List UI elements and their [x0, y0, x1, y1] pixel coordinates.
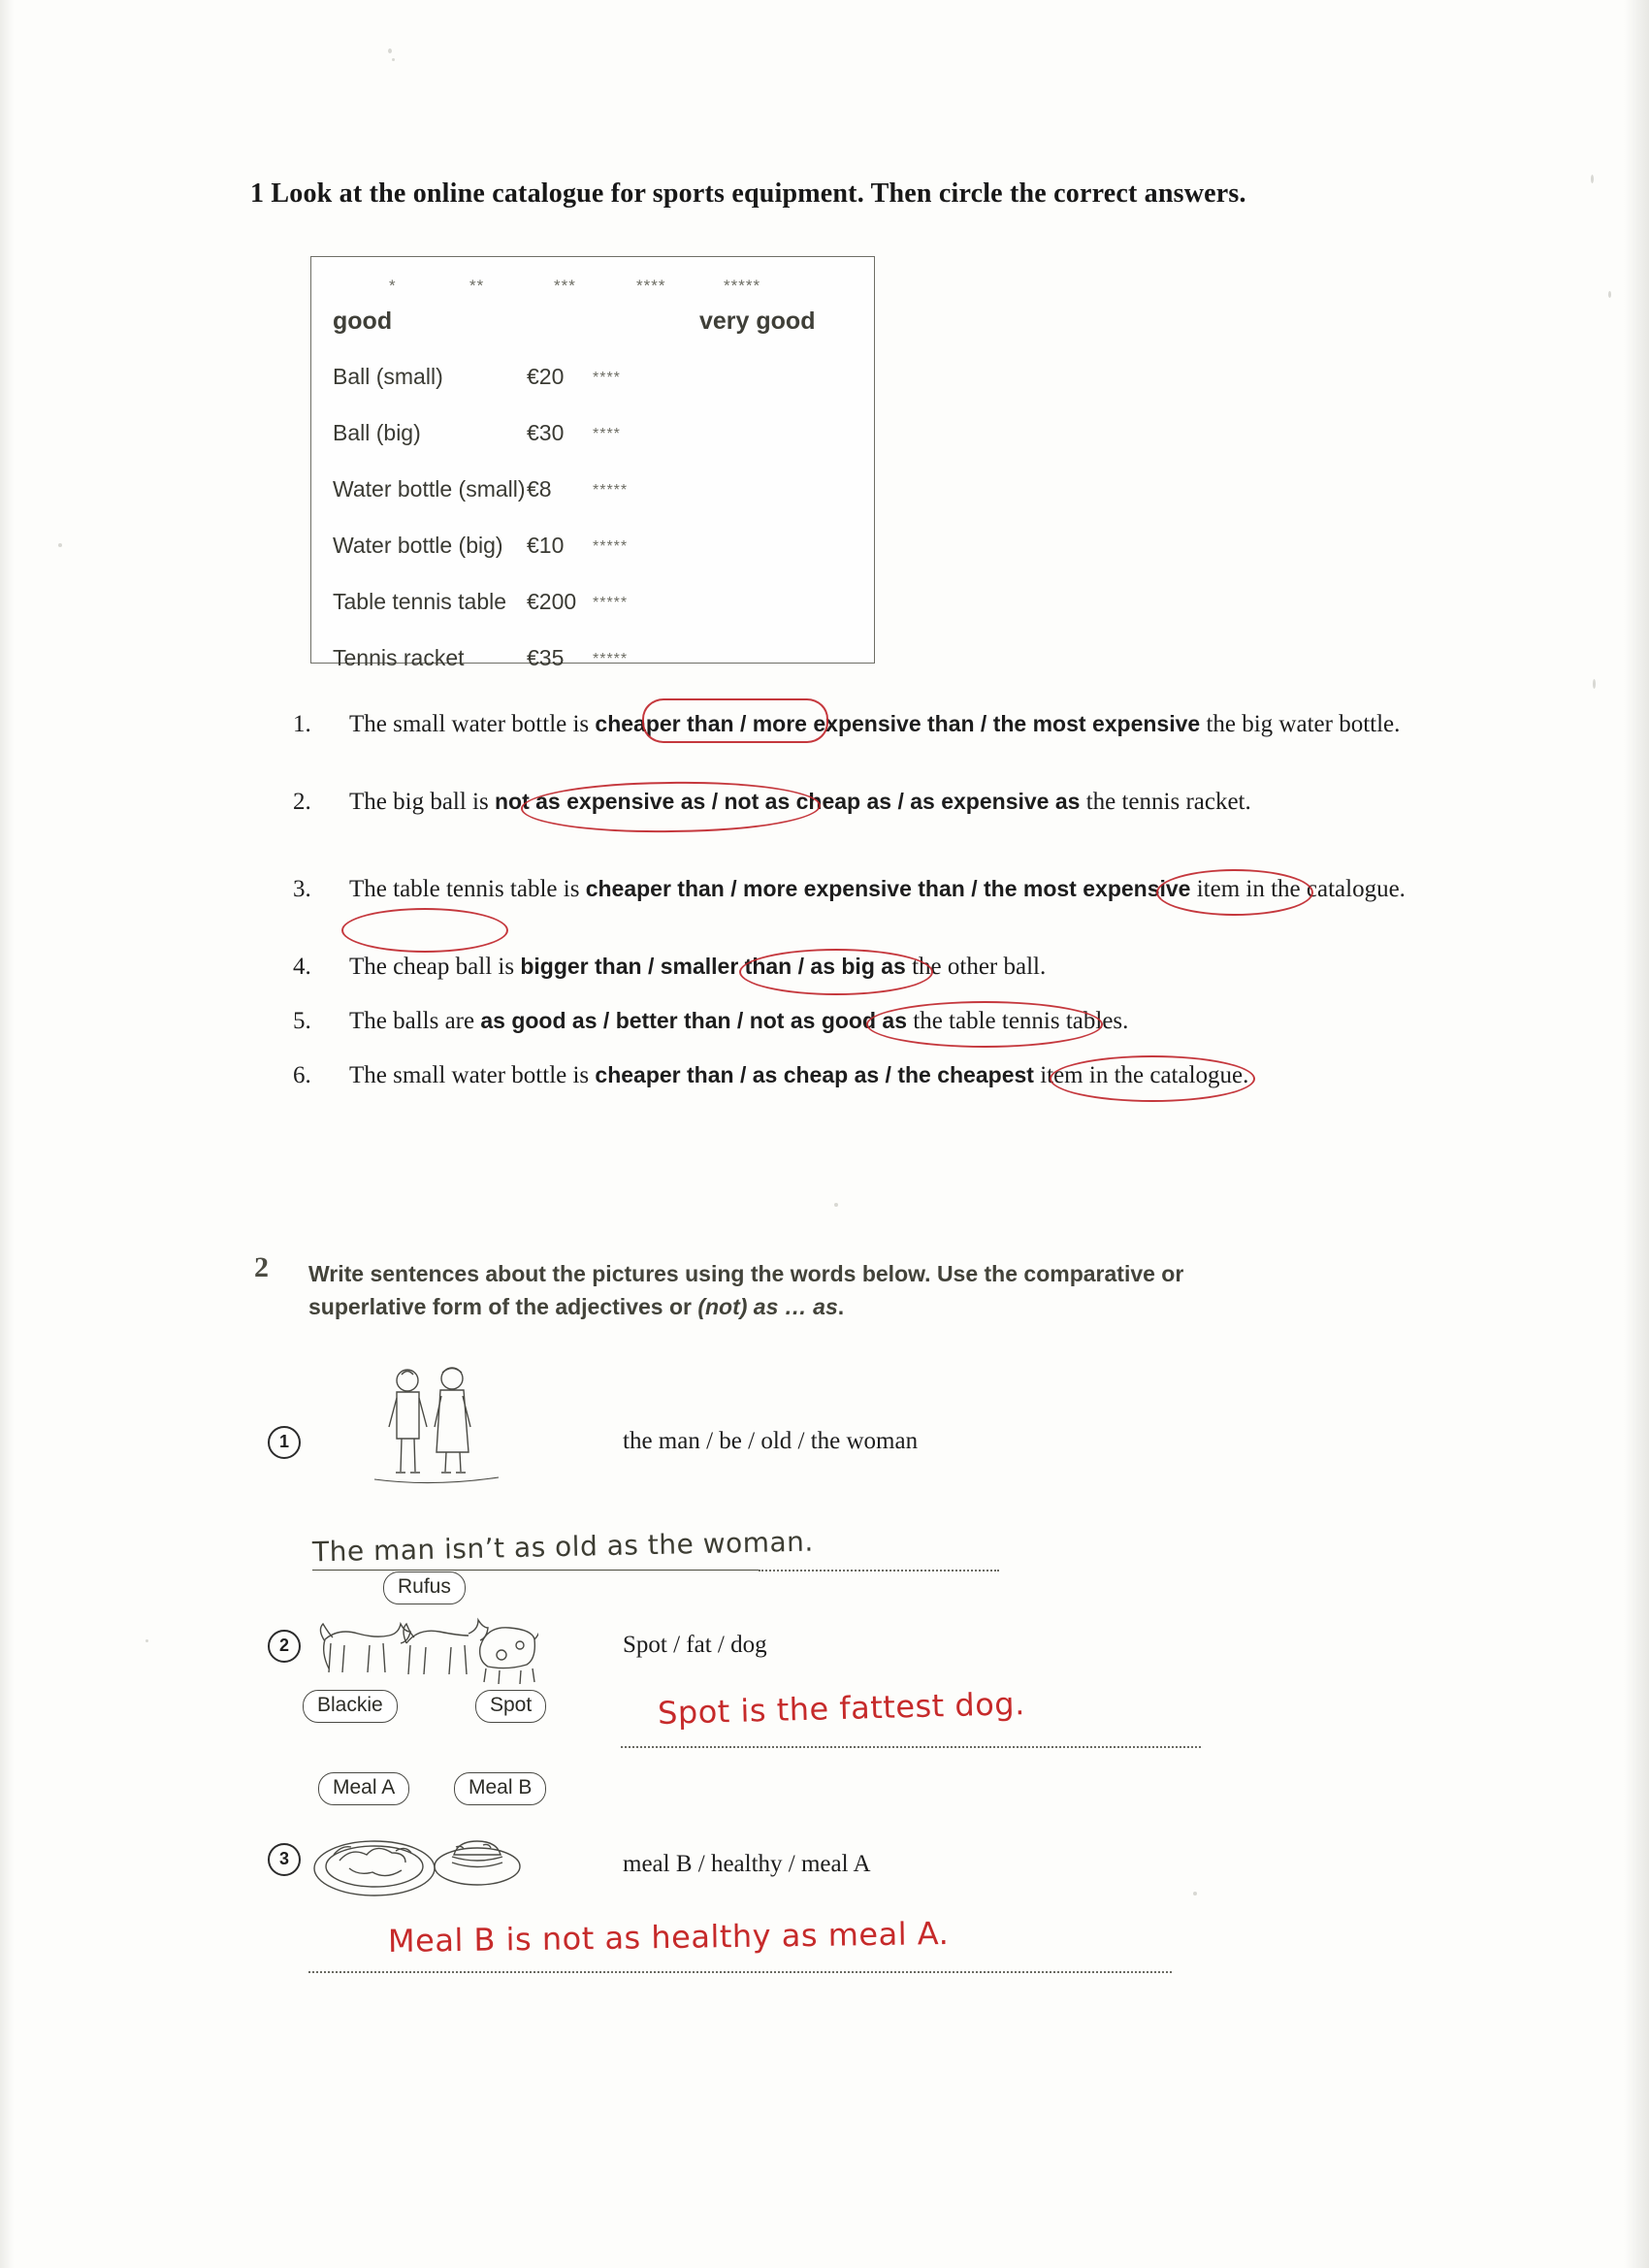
item-number-1: 1	[268, 1426, 301, 1459]
question-item: 2. The big ball is not as expensive as / not as cheap as / as expensive as the tennis racket.	[349, 784, 1455, 820]
catalogue-item-rating: *****	[593, 595, 629, 611]
answer-dotted-line-3[interactable]	[308, 1971, 1172, 1973]
question-option[interactable]: as good as	[480, 1008, 598, 1033]
label-blackie: Blackie	[303, 1690, 398, 1723]
rating-scale-row	[311, 276, 874, 300]
question-tail: the other ball.	[912, 954, 1047, 980]
catalogue-row	[311, 364, 874, 403]
label-meal-a: Meal A	[318, 1772, 409, 1805]
answer-underline-1	[312, 1570, 759, 1571]
handwritten-answer-2: Spot is the fattest dog.	[657, 1685, 1026, 1732]
question-number: 2.	[293, 789, 311, 815]
question-option[interactable]: as big as	[810, 954, 906, 979]
question-option[interactable]: the most expensive	[992, 711, 1201, 736]
catalogue-item-price: €35	[527, 645, 565, 670]
question-tail: the table tennis tables.	[913, 1008, 1129, 1034]
question-number: 4.	[293, 954, 311, 980]
catalogue-item-rating: ****	[593, 426, 621, 442]
item-number-3: 3	[268, 1843, 301, 1876]
question-option[interactable]: as cheap as	[752, 1062, 880, 1087]
rating-scale-5: *****	[724, 276, 761, 295]
question-option[interactable]: not as expensive as	[494, 789, 706, 814]
question-item: 3. The table tennis table is cheaper than / more expensive than / the most expensive item in the catalogue.	[349, 871, 1455, 907]
catalogue-row	[311, 476, 874, 515]
question-tail: item in the catalogue.	[1040, 1062, 1249, 1088]
scan-speck	[58, 543, 62, 547]
question-item: 4. The cheap ball is bigger than / smaller than / as big as the other ball.	[349, 949, 1455, 985]
exercise-2-instruction-italic: (not) as … as	[697, 1294, 838, 1319]
question-option[interactable]: the cheapest	[897, 1062, 1034, 1087]
scan-speck	[146, 1639, 148, 1642]
scan-speck	[392, 58, 395, 61]
question-option[interactable]: as expensive as	[910, 789, 1081, 814]
question-lead: The balls are	[349, 1008, 475, 1034]
question-option[interactable]: cheaper than	[585, 876, 725, 901]
answer-dotted-line-2[interactable]	[621, 1746, 1201, 1748]
scan-speck	[834, 1203, 838, 1207]
question-number: 3.	[293, 876, 311, 902]
handwritten-answer-1: The man isn’t as old as the woman.	[311, 1525, 815, 1569]
rating-scale-1: *	[389, 276, 397, 295]
scan-speck	[1591, 175, 1594, 183]
catalogue-item-price: €10	[527, 533, 565, 558]
scan-speck	[388, 49, 392, 53]
catalogue-item-rating: ****	[593, 370, 621, 386]
question-option[interactable]: better than	[615, 1008, 731, 1033]
answer-dotted-line-1[interactable]	[759, 1570, 999, 1571]
catalogue-box	[310, 256, 875, 670]
question-lead: The big ball is	[349, 789, 489, 815]
exercise-1-instruction: Look at the online catalogue for sports equipment. Then circle the correct answers.	[271, 178, 1246, 209]
scan-edge-left	[0, 0, 14, 2268]
exercise-2-heading	[308, 1257, 1240, 1323]
question-option[interactable]: more expensive than	[752, 711, 975, 736]
catalogue-item-name: Water bottle (small)	[333, 476, 526, 502]
prompt-text-1: the man / be / old / the woman	[623, 1428, 919, 1454]
rating-scale-2: **	[469, 276, 485, 295]
question-number: 1.	[293, 711, 311, 737]
question-number: 6.	[293, 1062, 311, 1088]
drawing-man-and-woman	[359, 1363, 514, 1489]
question-item: 6. The small water bottle is cheaper than / as cheap as / the cheapest item in the catalogue.	[349, 1057, 1455, 1093]
catalogue-row	[311, 420, 874, 459]
question-option[interactable]: cheaper than	[595, 1062, 734, 1087]
question-lead: The cheap ball is	[349, 954, 515, 980]
catalogue-row	[311, 645, 874, 684]
catalogue-label-very-good: very good	[699, 308, 816, 335]
catalogue-item-price: €8	[527, 476, 552, 502]
catalogue-item-rating: *****	[593, 538, 629, 555]
question-number: 5.	[293, 1008, 311, 1034]
question-item: 1. The small water bottle is cheaper than / more expensive than / the most expensive the big water bottle.	[349, 706, 1455, 742]
rating-scale-3: ***	[554, 276, 576, 295]
drawing-two-meals	[310, 1812, 524, 1909]
question-item: 5. The balls are as good as / better than / not as good as the table tennis tables.	[349, 1003, 1455, 1039]
catalogue-item-price: €20	[527, 364, 565, 389]
question-tail: the tennis racket.	[1085, 789, 1251, 815]
catalogue-item-name: Water bottle (big)	[333, 533, 503, 558]
exercise-1-number: 1	[250, 178, 265, 209]
red-circle-answer	[341, 908, 508, 953]
item-number-2: 2	[268, 1630, 301, 1663]
rating-scale-4: ****	[636, 276, 666, 295]
catalogue-item-name: Ball (big)	[333, 420, 421, 445]
catalogue-item-name: Tennis racket	[333, 645, 465, 670]
question-lead: The small water bottle is	[349, 711, 590, 737]
catalogue-row	[311, 533, 874, 571]
exercise-2-number: 2	[254, 1251, 269, 1283]
exercise-1-heading	[250, 177, 1375, 211]
question-option[interactable]: more expensive than	[743, 876, 965, 901]
catalogue-item-price: €200	[527, 589, 577, 614]
label-rufus: Rufus	[383, 1571, 466, 1604]
label-meal-b: Meal B	[454, 1772, 546, 1805]
catalogue-item-rating: *****	[593, 482, 629, 499]
catalogue-item-name: Table tennis table	[333, 589, 507, 614]
scan-edge-right	[1624, 0, 1649, 2268]
catalogue-item-price: €30	[527, 420, 565, 445]
question-tail: item in the catalogue.	[1196, 876, 1406, 902]
exercise-2-instruction: Write sentences about the pictures using the words below. Use the comparative or superlative form of the adjectives or	[308, 1261, 1184, 1319]
question-lead: The table tennis table is	[349, 876, 580, 902]
question-option[interactable]: not as cheap as	[724, 789, 892, 814]
question-option[interactable]: smaller than	[660, 954, 792, 979]
prompt-text-2: Spot / fat / dog	[623, 1632, 767, 1658]
question-option[interactable]: cheaper than	[595, 711, 734, 736]
question-option[interactable]: the most expensive	[984, 876, 1191, 901]
label-spot: Spot	[475, 1690, 546, 1723]
catalogue-item-name: Ball (small)	[333, 364, 443, 389]
scan-speck	[1593, 679, 1596, 689]
exercise-2-instruction-end: .	[837, 1294, 845, 1319]
question-option[interactable]: not as good as	[749, 1008, 907, 1033]
question-lead: The small water bottle is	[349, 1062, 590, 1088]
prompt-text-3: meal B / healthy / meal A	[623, 1851, 871, 1877]
catalogue-label-good: good	[333, 308, 393, 335]
catalogue-item-rating: *****	[593, 651, 629, 667]
handwritten-answer-3: Meal B is not as healthy as meal A.	[387, 1914, 950, 1960]
question-option[interactable]: bigger than	[520, 954, 642, 979]
question-tail: the big water bottle.	[1206, 711, 1401, 737]
scan-speck	[1608, 291, 1611, 298]
catalogue-row	[311, 589, 874, 628]
scan-speck	[1193, 1892, 1197, 1895]
